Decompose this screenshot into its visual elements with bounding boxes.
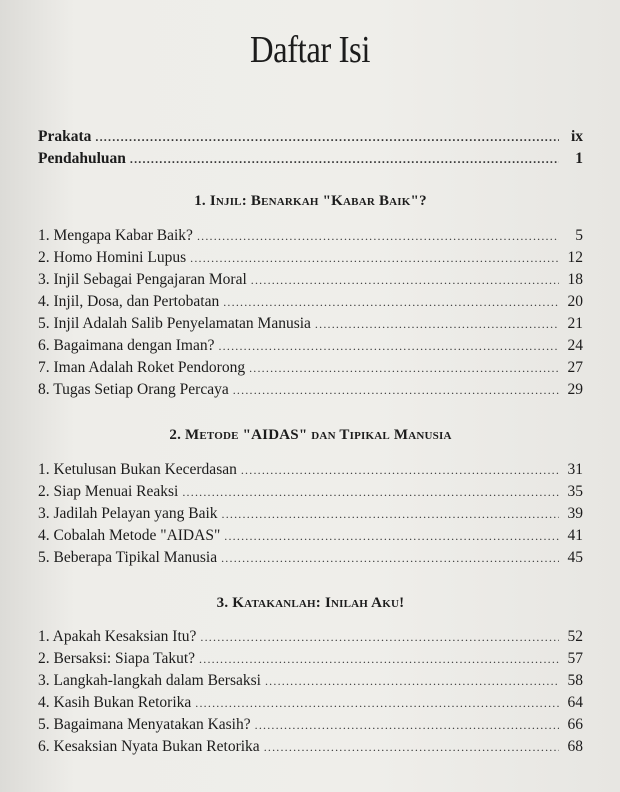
leader-dots (241, 463, 559, 478)
toc-entry-prakata[interactable] (38, 128, 583, 148)
toc-entry[interactable] (38, 505, 583, 525)
toc-entry-page: 39 (567, 505, 583, 522)
leader-dots (224, 529, 559, 544)
toc-entry-label: 6. Bagaimana dengan Iman? (38, 337, 215, 354)
toc-entry-page: 18 (567, 271, 583, 288)
leader-dots (200, 630, 559, 645)
toc-entry-page: 68 (567, 738, 583, 755)
toc-entry-page: 21 (567, 315, 583, 332)
toc-entry[interactable] (38, 716, 583, 736)
toc-entry[interactable] (38, 527, 583, 547)
toc-entry-label: 1. Ketulusan Bukan Kecerdasan (38, 461, 237, 478)
leader-dots (195, 696, 559, 711)
toc-entry-page: 66 (567, 716, 583, 733)
toc-entry[interactable] (38, 359, 583, 379)
toc-entry-label: 6. Kesaksian Nyata Bukan Retorika (38, 738, 260, 755)
toc-entry-label: 3. Injil Sebagai Pengajaran Moral (38, 271, 247, 288)
toc-entry-page: 1 (575, 150, 583, 167)
toc-entry-label: 1. Mengapa Kabar Baik? (38, 227, 193, 244)
toc-entry[interactable] (38, 381, 583, 401)
toc-entry[interactable] (38, 549, 583, 569)
toc-entry-page: 35 (567, 483, 583, 500)
toc-entry-page: 31 (567, 461, 583, 478)
toc-entry-label: 4. Injil, Dosa, dan Pertobatan (38, 293, 220, 310)
toc-entry[interactable] (38, 672, 583, 692)
toc-entry[interactable] (38, 694, 583, 714)
leader-dots (95, 130, 559, 145)
toc-entry[interactable] (38, 650, 583, 670)
toc-entry-page: 64 (567, 694, 583, 711)
toc-entry[interactable] (38, 227, 583, 247)
toc-entry-page: 41 (567, 527, 583, 544)
leader-dots (264, 740, 559, 755)
toc-entry-label: 3. Jadilah Pelayan yang Baik (38, 505, 218, 522)
leader-dots (197, 229, 559, 244)
toc-entry-page: 58 (567, 672, 583, 689)
leader-dots (315, 317, 559, 332)
section-heading: 3. Katakanlah: Inilah Aku! (216, 595, 405, 611)
toc-entry[interactable] (38, 315, 583, 335)
toc-entry-label: 7. Iman Adalah Roket Pendorong (38, 359, 246, 376)
leader-dots (130, 152, 559, 167)
toc-entry-page: 24 (567, 337, 583, 354)
toc-entry[interactable] (38, 271, 583, 291)
leader-dots (255, 718, 559, 733)
toc-entry-label: Pendahuluan (38, 150, 126, 167)
toc-entry-page: 5 (575, 227, 583, 244)
toc-entry-label: 3. Langkah-langkah dalam Bersaksi (38, 672, 261, 689)
toc-entry[interactable] (38, 337, 583, 357)
leader-dots (233, 383, 559, 398)
toc-entry[interactable] (38, 249, 583, 269)
toc-entry-label: Prakata (38, 128, 92, 145)
toc-entry-page: 29 (567, 381, 583, 398)
toc-entry-label: 8. Tugas Setiap Orang Percaya (38, 381, 229, 398)
toc-entry-page: 45 (567, 549, 583, 566)
toc-entry-label: 1. Apakah Kesaksian Itu? (38, 628, 197, 645)
leader-dots (190, 251, 559, 266)
toc-entry-page: ix (570, 128, 583, 145)
toc-entry[interactable] (38, 293, 583, 313)
toc-entry-page: 12 (567, 249, 583, 266)
toc-entry-page: 57 (567, 650, 583, 667)
toc-entry-page: 27 (567, 359, 583, 376)
toc-entry-label: 4. Cobalah Metode "AIDAS" (38, 527, 221, 544)
toc-entry-label: 5. Injil Adalah Salib Penyelamatan Manusia (38, 315, 311, 332)
leader-dots (222, 507, 560, 522)
leader-dots (182, 485, 559, 500)
section-heading: 2. Metode "AIDAS" dan Tipikal Manusia (169, 427, 452, 443)
leader-dots (249, 361, 559, 376)
toc-entry-label: 2. Bersaksi: Siapa Takut? (38, 650, 196, 667)
toc-entry-label: 5. Bagaimana Menyatakan Kasih? (38, 716, 251, 733)
toc-entry-label: 2. Homo Homini Lupus (38, 249, 187, 266)
toc-entry-page: 20 (567, 293, 583, 310)
toc-entry[interactable] (38, 461, 583, 481)
leader-dots (221, 551, 559, 566)
leader-dots (218, 339, 559, 354)
toc-entry-label: 4. Kasih Bukan Retorika (38, 694, 192, 711)
section-heading: 1. Injil: Benarkah "Kabar Baik"? (194, 193, 427, 209)
toc-entry[interactable] (38, 628, 583, 648)
leader-dots (265, 674, 559, 689)
toc-entry[interactable] (38, 738, 583, 758)
leader-dots (251, 273, 559, 288)
toc-entry-label: 5. Beberapa Tipikal Manusia (38, 549, 218, 566)
toc-entry-page: 52 (567, 628, 583, 645)
page-title: Daftar Isi (249, 29, 370, 71)
leader-dots (199, 652, 559, 667)
leader-dots (223, 295, 559, 310)
toc-entry-pendahuluan[interactable] (38, 150, 583, 170)
toc-entry[interactable] (38, 483, 583, 503)
toc-entry-label: 2. Siap Menuai Reaksi (38, 483, 179, 500)
